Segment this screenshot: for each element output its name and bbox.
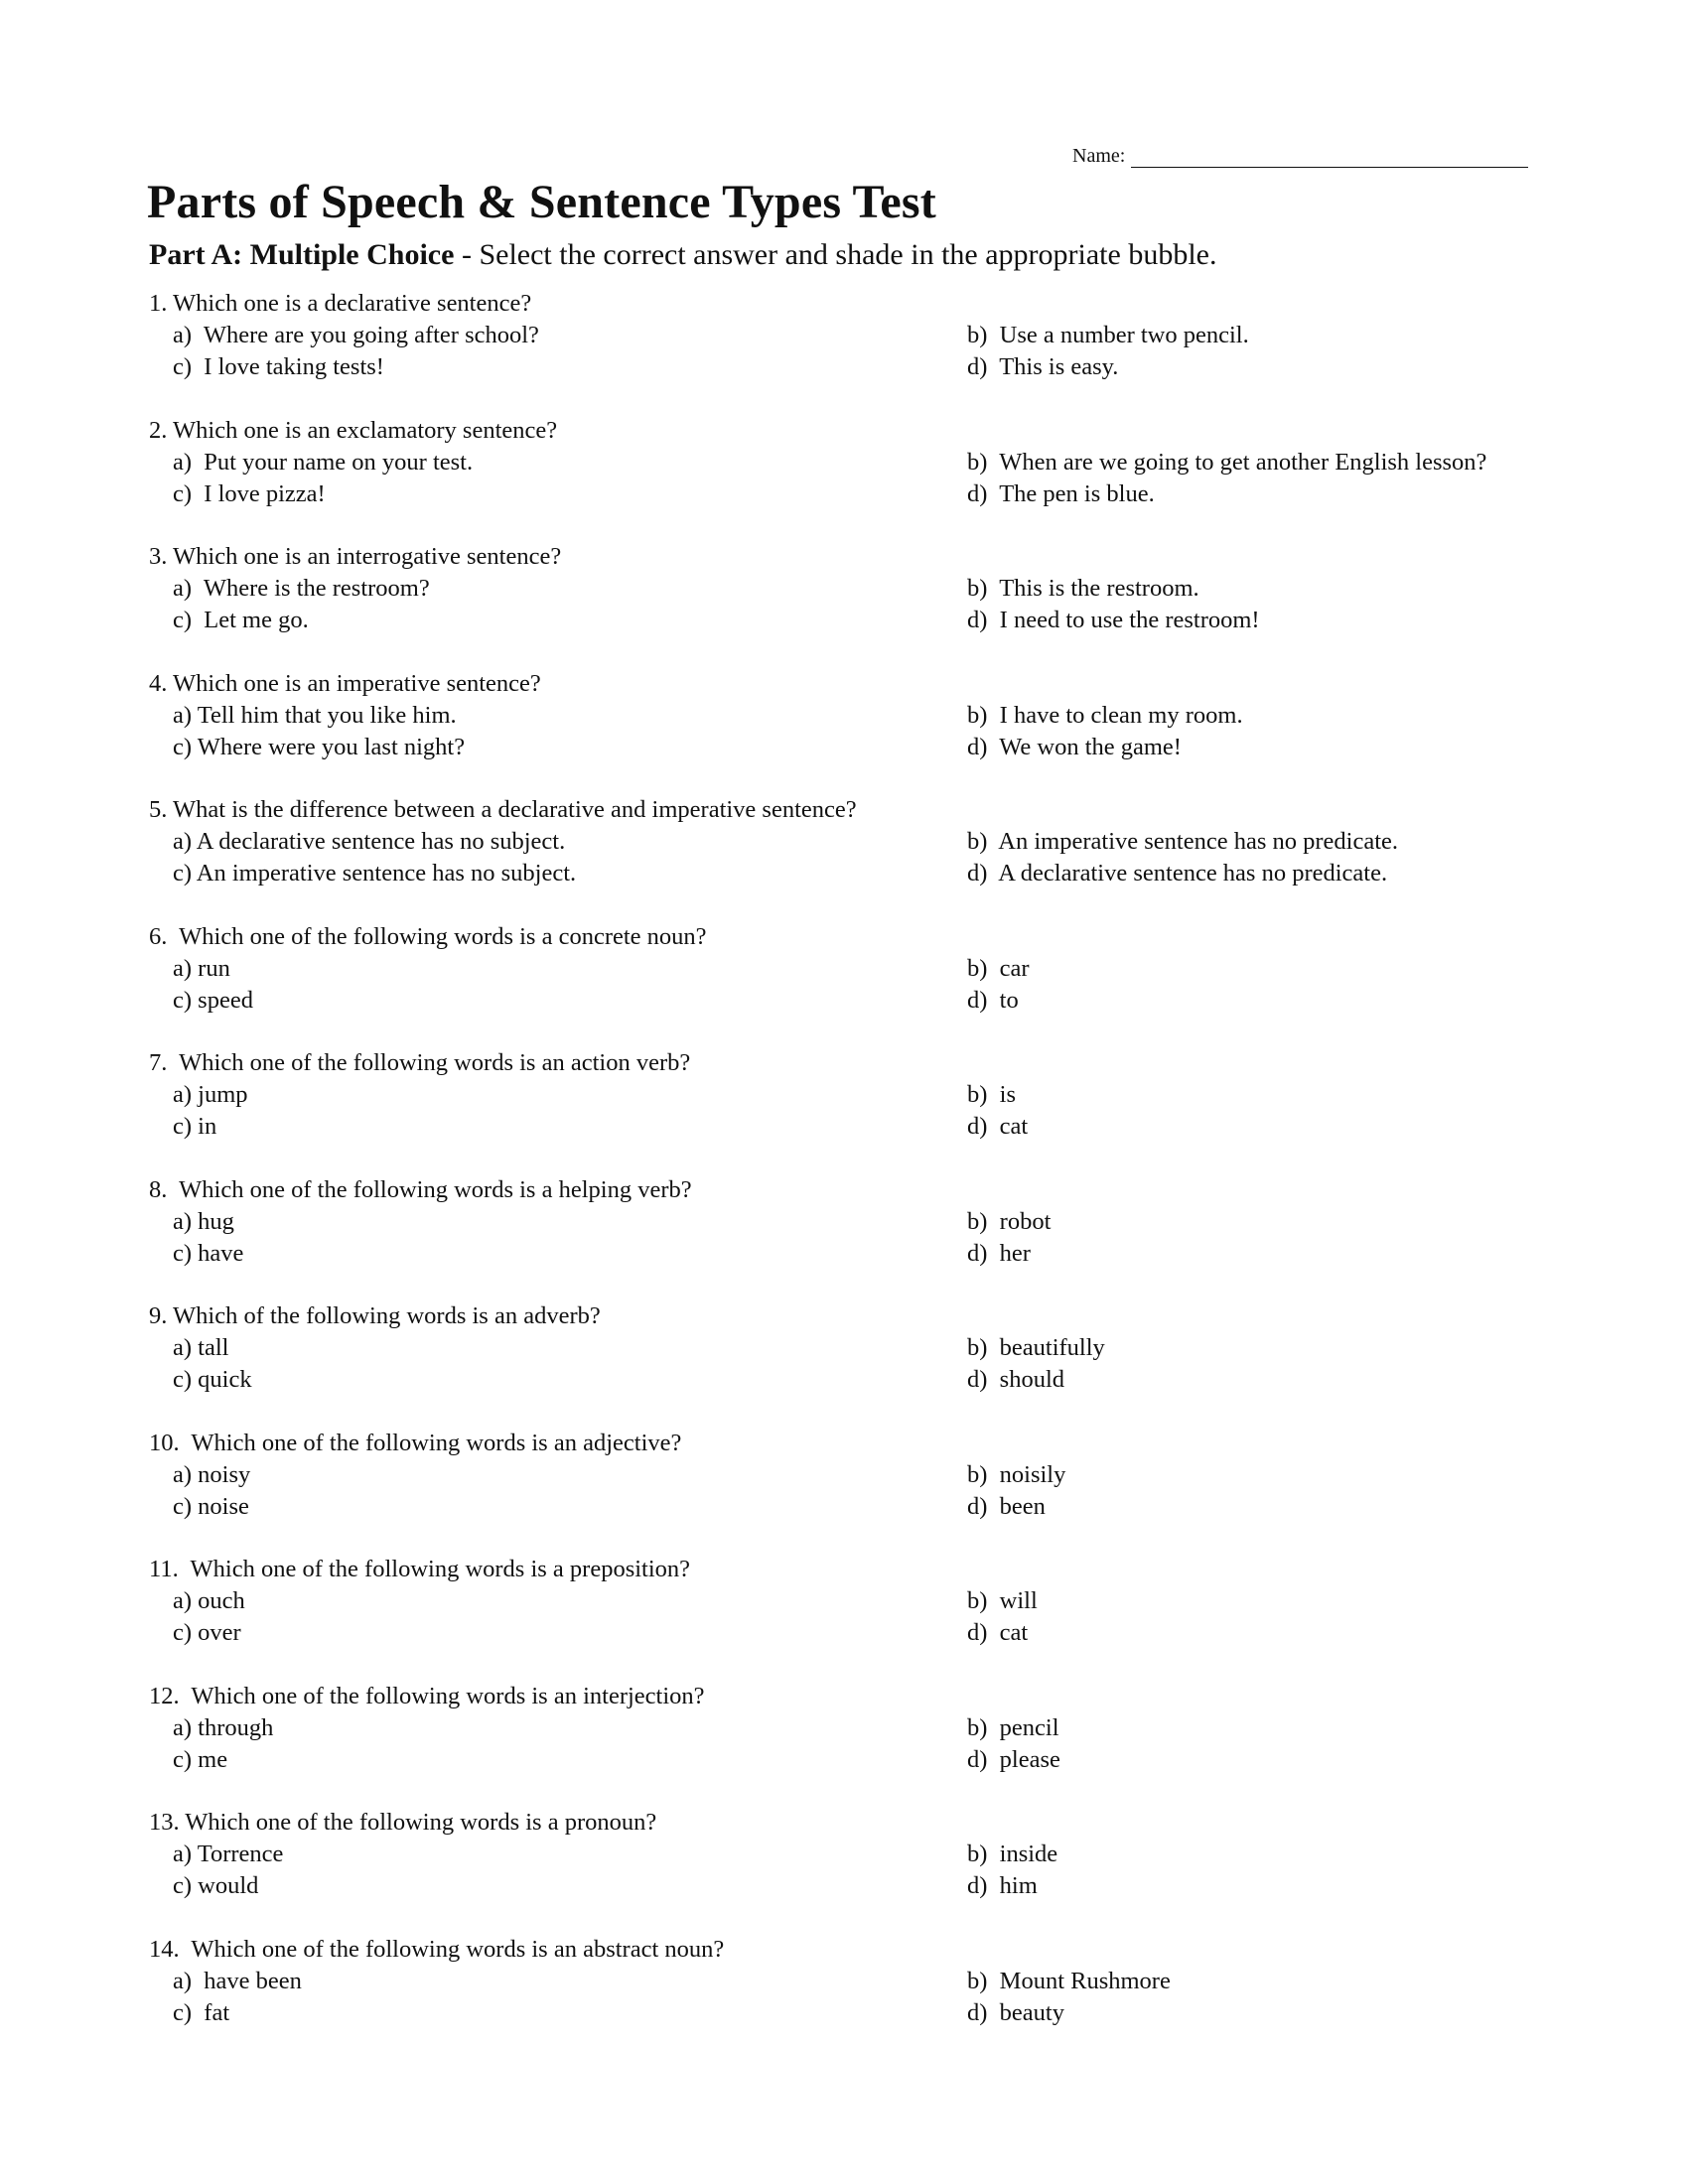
answer-option-a[interactable]: a) Where are you going after school? [173,322,539,348]
answer-option-d[interactable]: d) him [967,1872,1038,1899]
answer-options [149,826,1559,889]
question-stem: 2. Which one is an exclamatory sentence? [149,416,558,444]
question-9 [149,1300,1559,1428]
answer-option-d[interactable]: d) beauty [967,1998,1064,2026]
answer-option-c[interactable]: c) noise [173,1492,249,1520]
answer-option-c[interactable]: c) in [173,1113,217,1140]
question-stem: 8. Which one of the following words is a helping verb? [149,1175,692,1203]
question-14 [149,1934,1559,2061]
answer-option-b[interactable]: b) This is the restroom. [967,575,1199,602]
question-list [149,288,1559,2060]
answer-option-a[interactable]: a) tall [173,1334,229,1361]
answer-option-b[interactable]: b) noisily [967,1460,1066,1488]
answer-option-c[interactable]: c) Where were you last night? [173,733,466,760]
part-label: Part A: Multiple Choice [149,238,455,271]
answer-option-d[interactable]: d) her [967,1239,1031,1267]
answer-option-c[interactable]: c) I love taking tests! [173,353,384,380]
question-13 [149,1807,1559,1934]
answer-option-d[interactable]: d) cat [967,1619,1029,1646]
question-2 [149,415,1559,542]
answer-option-c[interactable]: c) have [173,1239,244,1267]
question-stem: 1. Which one is a declarative sentence? [149,290,532,317]
answer-options [149,573,1559,636]
question-stem: 13. Which one of the following words is a pronoun? [149,1809,657,1836]
question-12 [149,1681,1559,1808]
answer-options [149,1712,1559,1776]
question-1 [149,288,1559,415]
answer-option-a[interactable]: a) noisy [173,1460,251,1488]
answer-option-b[interactable]: b) pencil [967,1713,1059,1741]
answer-options [149,320,1559,383]
answer-option-b[interactable]: b) beautifully [967,1334,1105,1361]
answer-option-c[interactable]: c) would [173,1872,259,1899]
question-stem: 10. Which one of the following words is an adjective? [149,1429,682,1456]
answer-option-a[interactable]: a) Torrence [173,1841,284,1867]
answer-option-a[interactable]: a) Where is the restroom? [173,575,430,602]
question-stem: 6. Which one of the following words is a concrete noun? [149,922,707,950]
answer-option-d[interactable]: d) This is easy. [967,353,1119,380]
question-stem: 12. Which one of the following words is an interjection? [149,1682,705,1709]
question-stem: 5. What is the difference between a declarative and imperative sentence? [149,796,857,823]
answer-options [149,447,1559,510]
answer-option-c[interactable]: c) quick [173,1366,252,1393]
question-8 [149,1174,1559,1301]
question-stem: 4. Which one is an imperative sentence? [149,669,541,697]
question-stem: 11. Which one of the following words is a preposition? [149,1556,691,1582]
answer-option-a[interactable]: a) hug [173,1207,234,1235]
answer-options [149,1079,1559,1143]
answer-option-a[interactable]: a) jump [173,1081,248,1108]
question-3 [149,541,1559,668]
answer-option-b[interactable]: b) An imperative sentence has no predicate. [967,828,1399,855]
answer-option-d[interactable]: d) been [967,1492,1046,1520]
answer-option-b[interactable]: b) is [967,1081,1016,1108]
answer-option-a[interactable]: a) Tell him that you like him. [173,701,457,729]
answer-option-d[interactable]: d) We won the game! [967,733,1182,760]
answer-option-d[interactable]: d) cat [967,1113,1029,1140]
answer-option-b[interactable]: b) robot [967,1207,1052,1235]
answer-option-a[interactable]: a) Put your name on your test. [173,448,474,476]
name-label: Name: [1072,145,1126,167]
name-field[interactable] [1072,145,1528,168]
answer-option-c[interactable]: c) fat [173,1998,230,2026]
question-10 [149,1428,1559,1555]
page-title: Parts of Speech & Sentence Types Test [147,176,936,228]
answer-option-d[interactable]: d) to [967,986,1019,1014]
instructions: - Select the correct answer and shade in the appropriate bubble. [454,238,1217,271]
question-11 [149,1554,1559,1681]
answer-options [149,1459,1559,1523]
answer-option-b[interactable]: b) Mount Rushmore [967,1967,1171,1994]
question-6 [149,921,1559,1048]
answer-option-a[interactable]: a) through [173,1713,274,1741]
answer-option-a[interactable]: a) A declarative sentence has no subject. [173,828,566,855]
answer-option-c[interactable]: c) over [173,1619,241,1646]
answer-options [149,700,1559,763]
answer-option-c[interactable]: c) Let me go. [173,607,309,633]
name-blank-line[interactable] [1131,149,1528,168]
answer-options [149,953,1559,1017]
answer-option-d[interactable]: d) The pen is blue. [967,479,1155,507]
question-7 [149,1047,1559,1174]
answer-option-c[interactable]: c) An imperative sentence has no subject. [173,860,577,887]
answer-option-d[interactable]: d) please [967,1745,1060,1773]
question-stem: 7. Which one of the following words is an action verb? [149,1049,691,1076]
answer-option-c[interactable]: c) I love pizza! [173,479,326,507]
answer-option-c[interactable]: c) me [173,1745,228,1773]
answer-options [149,1332,1559,1396]
answer-option-b[interactable]: b) Use a number two pencil. [967,322,1249,348]
question-5 [149,794,1559,921]
section-heading [149,238,1216,272]
question-stem: 14. Which one of the following words is an abstract noun? [149,1935,725,1963]
question-4 [149,668,1559,795]
answer-options [149,1206,1559,1270]
answer-option-a[interactable]: a) ouch [173,1587,245,1614]
answer-option-b[interactable]: b) car [967,954,1030,982]
answer-options [149,1839,1559,1902]
answer-option-d[interactable]: d) I need to use the restroom! [967,607,1260,633]
question-stem: 3. Which one is an interrogative sentence? [149,543,562,570]
answer-options [149,1966,1559,2029]
answer-option-b[interactable]: b) inside [967,1841,1058,1867]
answer-option-b[interactable]: b) When are we going to get another English lesson? [967,448,1487,476]
answer-option-d[interactable]: d) should [967,1366,1064,1393]
answer-option-a[interactable]: a) run [173,954,230,982]
answer-option-c[interactable]: c) speed [173,986,253,1014]
answer-option-b[interactable]: b) will [967,1587,1038,1614]
answer-option-b[interactable]: b) I have to clean my room. [967,701,1243,729]
question-stem: 9. Which of the following words is an adverb? [149,1302,601,1329]
answer-option-a[interactable]: a) have been [173,1967,302,1994]
answer-options [149,1585,1559,1649]
answer-option-d[interactable]: d) A declarative sentence has no predicate. [967,860,1388,887]
